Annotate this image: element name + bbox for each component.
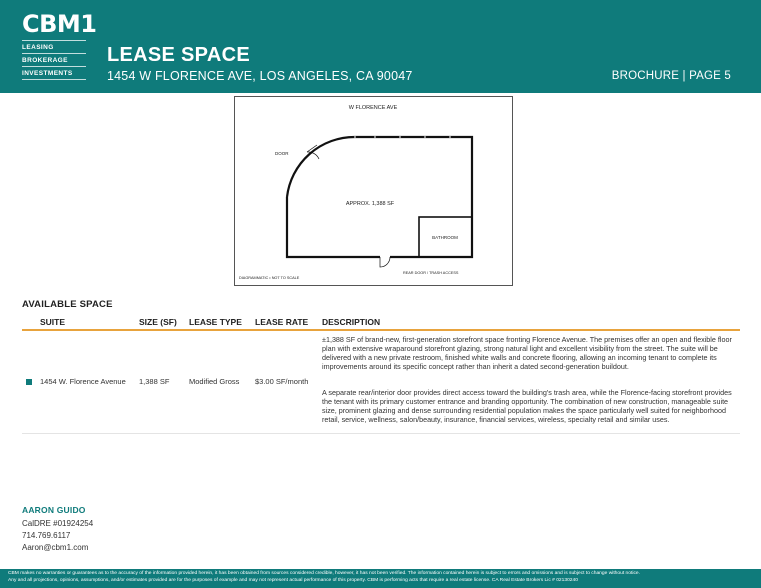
page-indicator: BROCHURE | PAGE 5	[611, 70, 731, 82]
agent-license: CalDRE #01924254	[22, 519, 94, 528]
page-title: LEASE SPACE	[107, 44, 250, 66]
street-label: W FLORENCE AVE	[348, 105, 398, 111]
company-logo: CBM1	[22, 10, 97, 38]
header-divider	[22, 329, 740, 331]
disclaimer-footer	[0, 569, 761, 588]
rear-door-label: REAR DOOR / TRASH ACCESS	[403, 271, 459, 275]
size-cell: 1,388 SF	[139, 377, 170, 386]
column-header-description: DESCRIPTION	[322, 317, 381, 327]
column-header-lease-rate: LEASE RATE	[255, 317, 309, 327]
row-divider	[22, 433, 740, 434]
description-paragraph: ±1,388 SF of brand-new, first-generation storefront space fronting Florence Avenue. The premises offer an open and flexible floor plan with extensive wraparound storefront glazing, strong natural light and excellent visibility from the street. The suite will be delivered with a new private restroom, finished white walls and concrete flooring, allowing an incoming tenant to complete its improvements around its specific concept rather than inherit a dated second-generation buildout.	[322, 335, 732, 371]
logo-line-investments: INVESTMENTS	[22, 70, 73, 77]
logo-divider	[22, 40, 86, 41]
property-address: 1454 W FLORENCE AVE, LOS ANGELES, CA 90047	[107, 69, 413, 83]
agent-name: AARON GUIDO	[22, 505, 86, 515]
lease-rate-cell: $3.00 SF/month	[255, 377, 309, 386]
bathroom-label: BATHROOM	[432, 235, 458, 240]
logo-line-brokerage: BROKERAGE	[22, 57, 68, 64]
rear-door-gap	[380, 255, 390, 259]
agent-email[interactable]: Aaron@cbm1.com	[22, 543, 89, 552]
column-header-size: SIZE (SF)	[139, 317, 177, 327]
disclaimer-line: Any and all projections, opinions, assumptions, and/or estimates provided are for the purposes of example and may not represent actual performance of this property. CBM is performing acts that require a real estate license. CA Real Estate Brokers Lic # 02130240	[8, 577, 578, 583]
scale-note: DIAGRAMMATIC • NOT TO SCALE	[239, 276, 300, 280]
logo-divider	[22, 66, 86, 67]
section-title: AVAILABLE SPACE	[22, 299, 113, 310]
lease-type-cell: Modified Gross	[189, 377, 240, 386]
area-label: APPROX. 1,388 SF	[345, 201, 395, 207]
logo-line-leasing: LEASING	[22, 44, 54, 51]
description-paragraph: A separate rear/interior door provides direct access toward the building's trash area, while the Florence-facing storefront provides the tenant with its primary customer entrance and branding opportunity. The combination of new construction, manageable suite size, prominent glazing and dense surrounding residential population makes the space particularly well suited for neighborhood retail, service, wellness, salon/beauty, insurance, financial services, wireless, specialty retail and similar uses.	[322, 388, 732, 424]
logo-divider	[22, 79, 86, 80]
row-marker	[26, 379, 32, 385]
agent-phone[interactable]: 714.769.6117	[22, 531, 71, 540]
column-header-suite: SUITE	[40, 317, 66, 327]
suite-cell: 1454 W. Florence Avenue	[40, 377, 126, 386]
column-header-lease-type: LEASE TYPE	[189, 317, 242, 327]
logo-divider	[22, 53, 86, 54]
floor-plan	[234, 96, 513, 286]
disclaimer-line: CBM makes no warranties or guarantees as to the accuracy of the information provided herein, it has been obtained from sources considered credible, however, it has not been verified. The information contained herein is subject to errors and omissions and is subject to change without notice.	[8, 571, 640, 576]
door-label: DOOR	[275, 151, 289, 156]
header-banner	[0, 0, 761, 93]
